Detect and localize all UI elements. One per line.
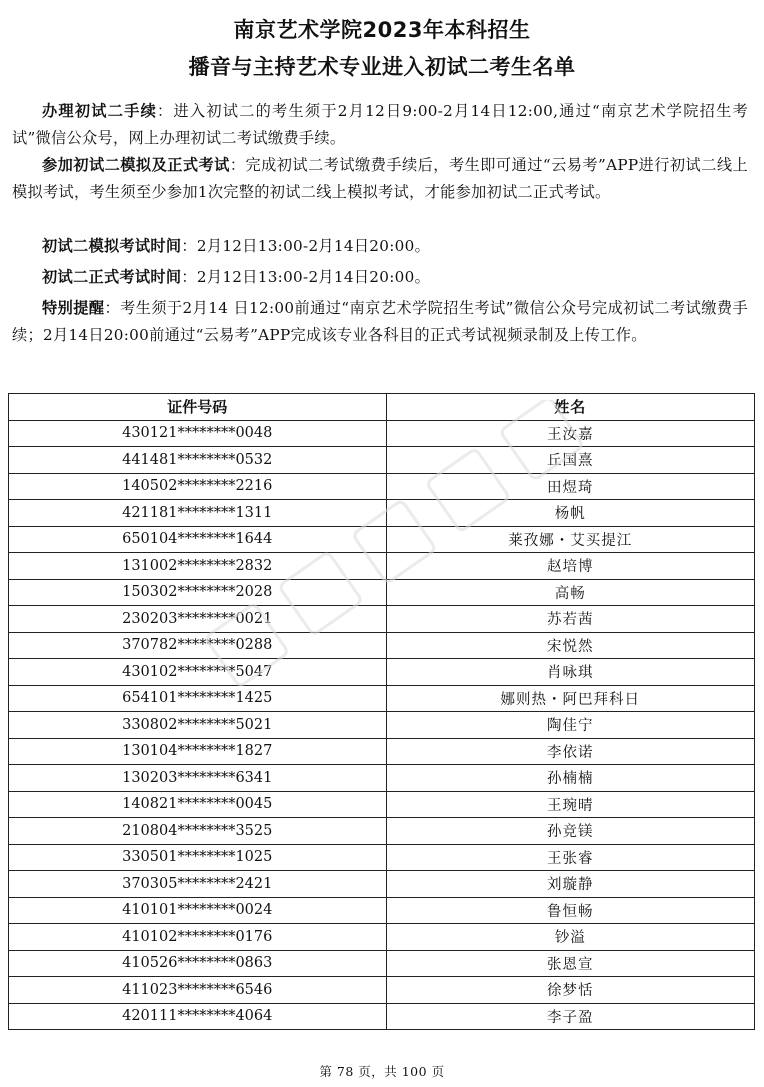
- cell-name: 莱孜娜・艾买提江: [386, 526, 755, 553]
- cell-name: 陶佳宁: [386, 712, 755, 739]
- table-row: [9, 765, 755, 792]
- notice-special-reminder-text: ：考生须于2月14 日12:00前通过“南京艺术学院招生考试”微信公众号完成初试二考试缴费手续；2月14日20:00前通过“云易考”APP完成该专业各科目的正式考试视频录制及上传工作。: [12, 299, 748, 344]
- cell-id-number: 330802********5021: [9, 712, 387, 739]
- cell-name: 王汝嘉: [386, 420, 755, 447]
- cell-id-number: 421181********1311: [9, 500, 387, 527]
- cell-name: 田煜琦: [386, 473, 755, 500]
- cell-name: 丘国熹: [386, 447, 755, 474]
- table-row: [9, 977, 755, 1004]
- table-header-row: [9, 394, 755, 421]
- cell-name: 刘璇静: [386, 871, 755, 898]
- notice-mock-exam-text: ：完成初试二考试缴费手续后，考生即可通过“云易考”APP进行初试二线上模拟考试，考生须至少参加1次完整的初试二线上模拟考试，才能参加初试二正式考试。: [12, 156, 748, 201]
- cell-name: 肖咏琪: [386, 659, 755, 686]
- cell-id-number: 330501********1025: [9, 844, 387, 871]
- cell-id-number: 370782********0288: [9, 632, 387, 659]
- table-row: [9, 897, 755, 924]
- cell-name: 赵培博: [386, 553, 755, 580]
- cell-name: 高畅: [386, 579, 755, 606]
- notice-formal-time: [12, 264, 748, 291]
- table-row: [9, 844, 755, 871]
- cell-id-number: 140821********0045: [9, 791, 387, 818]
- table-row: [9, 447, 755, 474]
- cell-name: 张恩宣: [386, 950, 755, 977]
- cell-name: 李子盈: [386, 1003, 755, 1030]
- cell-name: 鲁恒畅: [386, 897, 755, 924]
- cell-id-number: 411023********6546: [9, 977, 387, 1004]
- table-row: [9, 526, 755, 553]
- cell-id-number: 130203********6341: [9, 765, 387, 792]
- table-row: [9, 924, 755, 951]
- cell-id-number: 131002********2832: [9, 553, 387, 580]
- table-row: [9, 791, 755, 818]
- candidate-table: [8, 393, 755, 1030]
- cell-id-number: 420111********4064: [9, 1003, 387, 1030]
- notice-formal-time-text: ：2月12日13:00-2月14日20:00。: [181, 268, 431, 286]
- table-row: [9, 685, 755, 712]
- cell-id-number: 210804********3525: [9, 818, 387, 845]
- cell-name: 宋悦然: [386, 632, 755, 659]
- cell-name: 王琬晴: [386, 791, 755, 818]
- notice-formal-time-label: 初试二正式考试时间: [42, 268, 182, 286]
- cell-name: 孙楠楠: [386, 765, 755, 792]
- cell-name: 李依诺: [386, 738, 755, 765]
- cell-id-number: 650104********1644: [9, 526, 387, 553]
- table-row: [9, 473, 755, 500]
- notice-procedure: [12, 98, 748, 151]
- notice-mock-exam: [12, 152, 748, 205]
- cell-name: 娜则热・阿巴拜科日: [386, 685, 755, 712]
- table-row: [9, 632, 755, 659]
- cell-id-number: 441481********0532: [9, 447, 387, 474]
- cell-id-number: 430121********0048: [9, 420, 387, 447]
- cell-id-number: 410101********0024: [9, 897, 387, 924]
- table-row: [9, 579, 755, 606]
- notice-procedure-label: 办理初试二手续: [42, 102, 158, 120]
- notice-procedure-text: ：进入初试二的考生须于2月12日9:00-2月14日12:00,通过“南京艺术学院招生考试”微信公众号，网上办理初试二考试缴费手续。: [12, 102, 748, 147]
- table-row: [9, 659, 755, 686]
- notice-special-reminder: [12, 295, 748, 348]
- cell-name: 杨帆: [386, 500, 755, 527]
- notice-mock-exam-label: 参加初试二模拟及正式考试: [42, 156, 230, 174]
- cell-id-number: 654101********1425: [9, 685, 387, 712]
- notice-special-reminder-label: 特别提醒: [42, 299, 105, 317]
- cell-id-number: 140502********2216: [9, 473, 387, 500]
- cell-name: 钞溢: [386, 924, 755, 951]
- table-row: [9, 738, 755, 765]
- table-body: [9, 420, 755, 1030]
- cell-id-number: 230203********0021: [9, 606, 387, 633]
- table-row: [9, 420, 755, 447]
- table-row: [9, 500, 755, 527]
- document-title-line2: 播音与主持艺术专业进入初试二考生名单: [188, 55, 576, 79]
- header-name: 姓名: [386, 394, 755, 421]
- cell-id-number: 410102********0176: [9, 924, 387, 951]
- table-row: [9, 553, 755, 580]
- cell-name: 苏若茜: [386, 606, 755, 633]
- table-row: [9, 950, 755, 977]
- cell-id-number: 370305********2421: [9, 871, 387, 898]
- cell-name: 孙竞镁: [386, 818, 755, 845]
- cell-id-number: 130104********1827: [9, 738, 387, 765]
- notice-mock-time-text: ：2月12日13:00-2月14日20:00。: [181, 237, 431, 255]
- header-id-number: 证件号码: [9, 394, 387, 421]
- table-row: [9, 818, 755, 845]
- notice-mock-time: [12, 233, 748, 260]
- cell-id-number: 150302********2028: [9, 579, 387, 606]
- table-row: [9, 712, 755, 739]
- cell-id-number: 410526********0863: [9, 950, 387, 977]
- table-row: [9, 606, 755, 633]
- table-row: [9, 871, 755, 898]
- document-title-line1: 南京艺术学院2023年本科招生: [233, 18, 531, 42]
- cell-name: 王张睿: [386, 844, 755, 871]
- cell-id-number: 430102********5047: [9, 659, 387, 686]
- notice-mock-time-label: 初试二模拟考试时间: [42, 237, 182, 255]
- table-row: [9, 1003, 755, 1030]
- cell-name: 徐梦恬: [386, 977, 755, 1004]
- page-footer: 第 78 页，共 100 页: [319, 1064, 445, 1079]
